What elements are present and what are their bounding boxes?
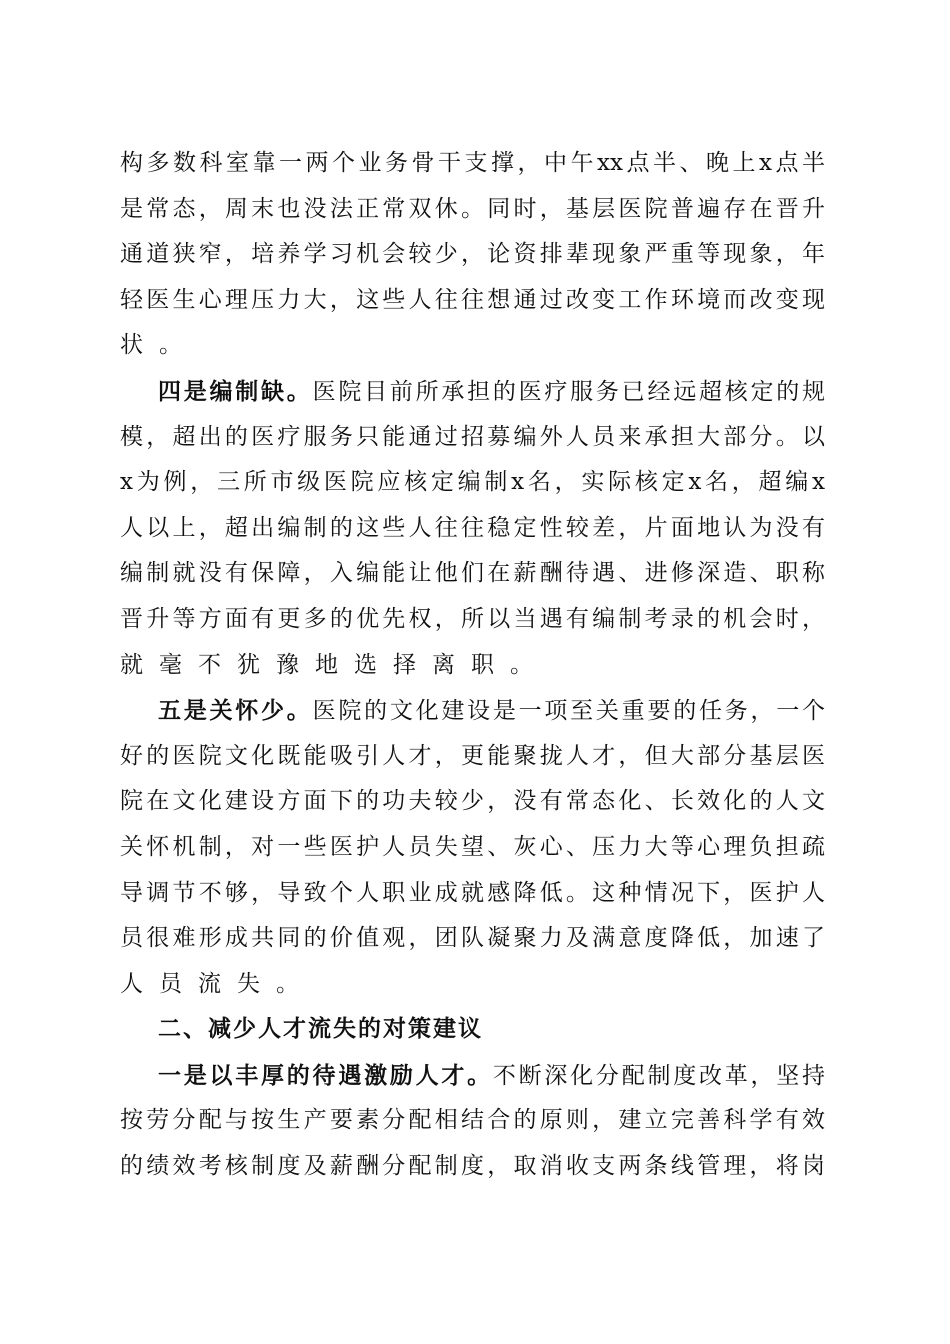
section-heading: 二、减少人才流失的对策建议 — [158, 1016, 483, 1043]
text-line — [120, 688, 825, 734]
text-line: 人以上，超出编制的这些人往往稳定性较差，片面地认为没有 — [120, 514, 825, 541]
text-line — [120, 1053, 825, 1099]
text-line: 轻医生心理压力大，这些人往往想通过改变工作环境而改变现 — [120, 286, 825, 313]
text-run: 医院目前所承担的医疗服务已经远超核定的规 — [312, 378, 826, 405]
paragraph-lead: 五是关怀少。 — [158, 697, 313, 725]
text-line: 构多数科室靠一两个业务骨干支撑，中午xx点半、晚上x点半 — [120, 150, 825, 176]
text-line: 员很难形成共同的价值观，团队凝聚力及满意度降低，加速了 — [120, 925, 825, 952]
document-page — [120, 141, 825, 1190]
text-run: 医院的文化建设是一项至关重要的任务，一个 — [312, 698, 826, 725]
text-line: 关怀机制，对一些医护人员失望、灰心、压力大等心理负担疏 — [120, 833, 825, 860]
text-line: x为例，三所市级医院应核定编制x名，实际核定x名，超编x — [120, 469, 825, 496]
paragraph-lack-of-care — [120, 688, 825, 1007]
text-line: 晋升等方面有更多的优先权，所以当遇有编制考录的机会时， — [120, 605, 825, 632]
text-line: 好的医院文化既能吸引人才，更能聚拢人才，但大部分基层医 — [120, 742, 825, 769]
text-line — [120, 369, 825, 415]
text-line: 是常态，周末也没法正常双休。同时，基层医院普遍存在晋升 — [120, 195, 825, 222]
paragraph-compensation — [120, 1053, 825, 1190]
text-line: 就毫不犹豫地选择离职。 — [120, 651, 549, 678]
text-run: 不断深化分配制度改革，坚持 — [492, 1062, 826, 1089]
text-line: 院在文化建设方面下的功夫较少，没有常态化、长效化的人文 — [120, 788, 825, 815]
text-line: 通道狭窄，培养学习机会较少，论资排辈现象严重等现象，年 — [120, 241, 825, 268]
text-line: 编制就没有保障，入编能让他们在薪酬待遇、进修深造、职称 — [120, 560, 825, 587]
paragraph-workload — [120, 141, 825, 369]
text-line: 的绩效考核制度及薪酬分配制度，取消收支两条线管理，将岗 — [120, 1153, 825, 1180]
text-line: 模，超出的医疗服务只能通过招募编外人员来承担大部分。以 — [120, 423, 825, 450]
text-line: 人员流失。 — [120, 970, 315, 997]
text-line: 按劳分配与按生产要素分配相结合的原则，建立完善科学有效 — [120, 1107, 825, 1134]
text-line: 状。 — [120, 332, 198, 359]
paragraph-lead: 四是编制缺。 — [158, 377, 313, 405]
text-line: 导调节不够，导致个人职业成就感降低。这种情况下，医护人 — [120, 879, 825, 906]
paragraph-lead: 一是以丰厚的待遇激励人才。 — [158, 1061, 493, 1089]
paragraph-staffing-shortage — [120, 369, 825, 688]
